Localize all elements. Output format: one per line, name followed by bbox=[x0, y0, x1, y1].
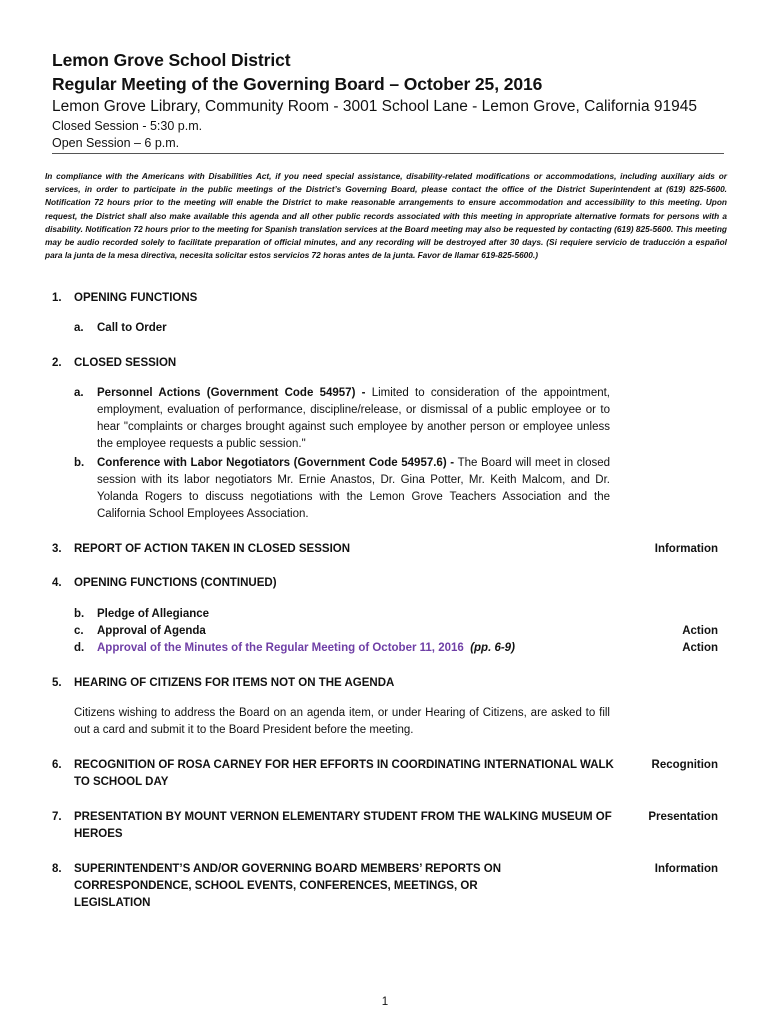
item-number: 5. bbox=[52, 677, 62, 689]
item-title: HEARING OF CITIZENS FOR ITEMS NOT ON THE AGENDA bbox=[74, 677, 395, 689]
subitem-letter: a. bbox=[74, 387, 84, 399]
item-number: 1. bbox=[52, 292, 62, 304]
subitem-letter: b. bbox=[74, 457, 85, 469]
subitem-title: Conference with Labor Negotiators (Government Code 54957.6) - bbox=[97, 457, 455, 469]
item-title: REPORT OF ACTION TAKEN IN CLOSED SESSION bbox=[74, 543, 351, 555]
item-title: OPENING FUNCTIONS (CONTINUED) bbox=[74, 577, 277, 589]
item-number: 2. bbox=[52, 357, 62, 369]
minutes-link[interactable]: Approval of the Minutes of the Regular Meeting of October 11, 2016 bbox=[97, 642, 464, 654]
item-number: 8. bbox=[52, 863, 62, 875]
document-header bbox=[52, 48, 724, 154]
subitem-title: Approval of Agenda bbox=[97, 625, 206, 637]
item-status: Recognition bbox=[651, 759, 718, 771]
item-title: SUPERINTENDENT’S AND/OR GOVERNING BOARD MEMBERS’ REPORTS ON CORRESPONDENCE, SCHOOL EVENTS, CONFERENCES, MEETINGS, OR LEGISLATION bbox=[74, 863, 502, 909]
subitem-title: Call to Order bbox=[97, 322, 167, 334]
item-status: Action bbox=[682, 642, 718, 654]
subitem-pages: (pp. 6-9) bbox=[470, 642, 515, 654]
subitem-letter: a. bbox=[74, 322, 84, 334]
item-number: 7. bbox=[52, 811, 62, 823]
hearing-of-citizens-text: Citizens wishing to address the Board on an agenda item, or under Hearing of Citizens, are asked to fill out a card and submit it to the Board President before the meeting. bbox=[74, 707, 610, 736]
ada-notice: In compliance with the Americans with Disabilities Act, if you need special assistance, disability-related modifications or accommodations, including auxiliary aids or services, in order to participate in the public meetings of the District’s Governing Board, please contact the office of the District Superintendent at (619) 825-5600. Notification 72 hours prior to the meeting will enable the District to make reasonable arrangements to ensure accommodation and accessibility to this meeting. Upon request, the District shall also make available this agenda and all other public records associated with this meeting in appropriate alternative formats for persons with a disability. Notification 72 hours prior to the meeting for Spanish translation services at the Board meeting may also be requested by contacting (619) 825-5600. This meeting may be audio recorded solely to facilitate preparation of official minutes, and any recording will be destroyed after 30 days. (Si requiere servicio de traducción a español para la junta de la mesa directiva, necesita solicitar estos servicios 72 horas antes de la junta. Favor de llamar 619-825-5600.) bbox=[45, 171, 727, 261]
meeting-title: Regular Meeting of the Governing Board – October 25, 2016 bbox=[52, 74, 543, 94]
closed-session-time: Closed Session - 5:30 p.m. bbox=[52, 119, 203, 133]
item-status: Information bbox=[654, 543, 718, 555]
subitem-letter: b. bbox=[74, 608, 85, 620]
open-session-time: Open Session – 6 p.m. bbox=[52, 136, 180, 150]
item-title: OPENING FUNCTIONS bbox=[74, 292, 198, 304]
item-title: CLOSED SESSION bbox=[74, 357, 177, 369]
subitem-body bbox=[97, 385, 610, 453]
item-number: 6. bbox=[52, 759, 62, 771]
meeting-location: Lemon Grove Library, Community Room - 3001 School Lane - Lemon Grove, California 91945 bbox=[52, 98, 698, 115]
subitem-text: Limited to consideration of the appointment, employment, evaluation of performance, discipline/release, or dismissal of a public employee or to hear "complaints or charges brought against such employee by another person or employee unless the employee requests a public session." bbox=[97, 387, 610, 450]
subitem-letter: d. bbox=[74, 642, 85, 654]
subitem-body bbox=[97, 640, 627, 657]
item-title: RECOGNITION OF ROSA CARNEY FOR HER EFFORTS IN COORDINATING INTERNATIONAL WALK TO SCHOOL DAY bbox=[74, 759, 614, 788]
page-number: 1 bbox=[381, 996, 389, 1008]
item-status: Information bbox=[654, 863, 718, 875]
header-divider bbox=[52, 153, 724, 154]
subitem-letter: c. bbox=[74, 625, 84, 637]
item-title: PRESENTATION BY MOUNT VERNON ELEMENTARY STUDENT FROM THE WALKING MUSEUM OF HEROES bbox=[74, 811, 612, 840]
item-number: 4. bbox=[52, 577, 62, 589]
subitem-title: Pledge of Allegiance bbox=[97, 608, 210, 620]
subitem-text: The Board will meet in closed session with its labor negotiators Mr. Ernie Anastos, Dr. Gina Potter, Mr. Keith Malcom, and Dr. Yolanda Rogers to discuss negotiations with the Lemon Grove Teachers Association and the California School Employees Association. bbox=[97, 457, 611, 520]
district-name: Lemon Grove School District bbox=[52, 50, 291, 70]
item-number: 3. bbox=[52, 543, 62, 555]
item-status: Action bbox=[682, 625, 718, 637]
subitem-body bbox=[97, 455, 610, 523]
subitem-title: Personnel Actions (Government Code 54957) - bbox=[97, 387, 366, 399]
item-status: Presentation bbox=[648, 811, 718, 823]
